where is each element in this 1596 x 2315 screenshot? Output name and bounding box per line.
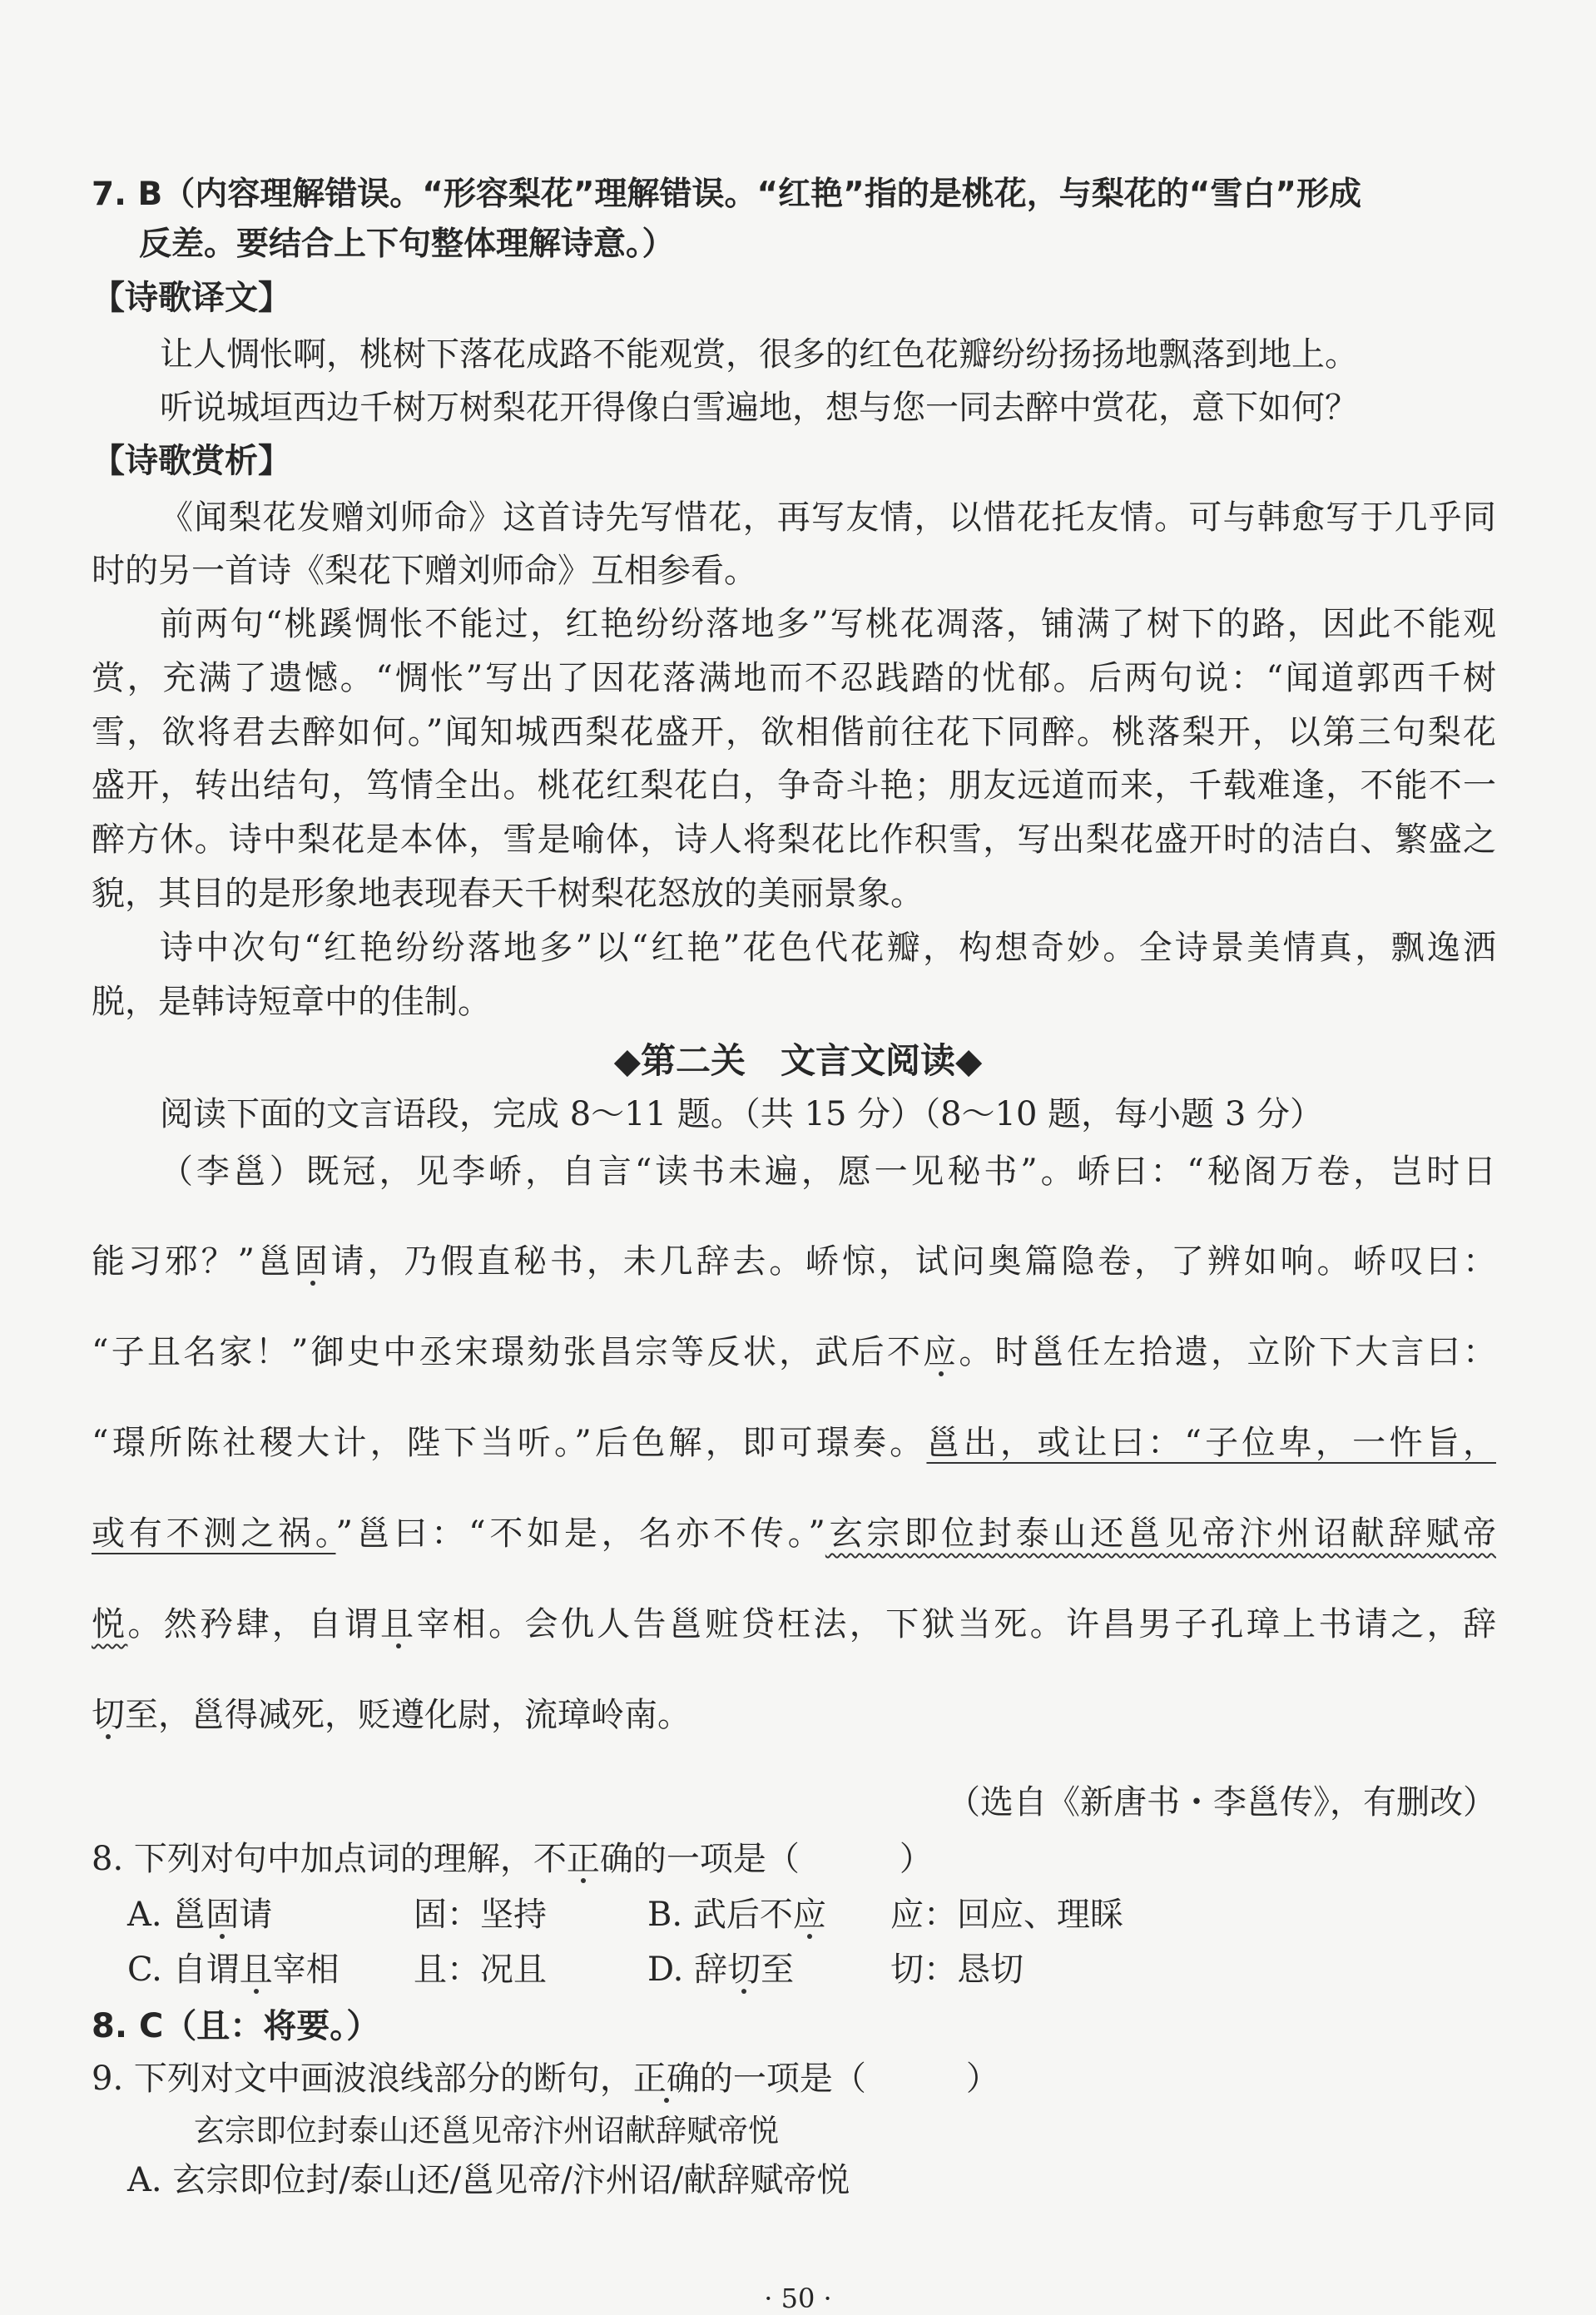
wavy-underlined-text: 悦 xyxy=(92,1605,128,1643)
q8-option-d[interactable] xyxy=(647,1946,794,1993)
translation-line: 听说城垣西边千树万树梨花开得像白雪遍地，想与您一同去醉中赏花，意下如何？ xyxy=(160,389,1358,427)
passage-text: “璟所陈社稷大计，陛下当听。”后色解，即可璟奏。 xyxy=(92,1424,927,1462)
passage-line: （李邕）既冠，见李峤，自言“读书未遍，愿一见秘书”。峤曰：“秘阁万卷，岂时日 xyxy=(160,1153,1496,1191)
appreciation-line: 赏，充满了遗憾。“惆怅”写出了因花落满地而不忍践踏的忧郁。后两句说：“闻道郭西千树 xyxy=(92,659,1496,697)
q8-answer: 8. C（且：将要。） xyxy=(92,2007,380,2045)
translation-heading: 【诗歌译文】 xyxy=(92,279,291,317)
dotted-word: 应 xyxy=(792,1896,826,1934)
q7-answer-line2: 反差。要结合上下句整体理解诗意。） xyxy=(139,226,675,263)
q8-option-c-gloss: 且：况且 xyxy=(414,1951,547,1989)
dotted-word: 切 xyxy=(727,1951,761,1989)
q7-answer-line1: 7. B（内容理解错误。“形容梨花”理解错误。“红艳”指的是桃花，与梨花的“雪白”形成 xyxy=(92,176,1362,213)
q9-sentence: 玄宗即位封泰山还邕见帝汴州诏献辞赋帝悦 xyxy=(194,2113,779,2149)
appreciation-line: 盛开，转出结句，笃情全出。桃花红梨花白，争奇斗艳；朋友远道而来，千载难逢，不能不一 xyxy=(92,766,1496,805)
q8-stem-text: 8. 下列对句中加点词的理解， xyxy=(92,1840,533,1878)
passage-text: “子且名家！”御史中丞宋璟劾张昌宗等反状，武后不 xyxy=(92,1333,924,1371)
q8-stem xyxy=(92,1836,1496,1882)
section-instruction: 阅读下面的文言语段，完成 8～11 题。（共 15 分）（8～10 题，每小题 3 分） xyxy=(160,1095,1324,1133)
appreciation-heading: 【诗歌赏析】 xyxy=(92,442,291,480)
q8-option-a[interactable] xyxy=(127,1891,272,1938)
q9-stem-text: 的一项是（ ） xyxy=(699,2060,999,2098)
page-number: · 50 · xyxy=(764,2283,832,2314)
dotted-word: 且 xyxy=(239,1951,273,1989)
option-text: 宰相 xyxy=(272,1951,340,1989)
dotted-word: 应 xyxy=(923,1333,959,1371)
passage-line xyxy=(92,1510,1496,1557)
dotted-word: 固 xyxy=(206,1896,240,1934)
option-label: A. 邕 xyxy=(127,1896,206,1934)
passage-text: 。然矜肆，自谓 xyxy=(127,1605,380,1643)
option-label: B. 武后不 xyxy=(647,1896,793,1934)
passage-text: 能习邪？”邕 xyxy=(92,1242,295,1281)
dotted-word: 固 xyxy=(294,1242,331,1281)
passage-text: 宰相。会仇人告邕赃贷枉法，下狱当死。许昌男子孔璋上书请之，辞 xyxy=(416,1605,1497,1643)
appreciation-line: 貌，其目的是形象地表现春天千树梨花怒放的美丽景象。 xyxy=(92,875,924,913)
appreciation-line: 时的另一首诗《梨花下赠刘师命》互相参看。 xyxy=(92,552,757,590)
underlined-text: 或有不测之祸。 xyxy=(92,1514,336,1553)
appreciation-line: 前两句“桃蹊惆怅不能过，红艳纷纷落地多”写桃花凋落，铺满了树下的路，因此不能观 xyxy=(160,605,1496,643)
emphasis-word: 正确 xyxy=(632,2060,700,2098)
option-label: C. 自谓 xyxy=(127,1951,240,1989)
passage-text: 请，乃假直秘书，未几辞去。峤惊，试问奥篇隐卷，了辨如响。峤叹曰： xyxy=(330,1242,1497,1281)
section-title: ◆第二关 文言文阅读◆ xyxy=(613,1040,983,1081)
appreciation-line: 诗中次句“红艳纷纷落地多”以“红艳”花色代花瓣，构想奇妙。全诗景美情真，飘逸洒 xyxy=(160,929,1496,967)
passage-text: ”邕曰：“不如是，名亦不传。” xyxy=(335,1514,825,1553)
passage-line xyxy=(92,1329,1496,1376)
appreciation-line: 《闻梨花发赠刘师命》这首诗先写惜花，再写友情，以惜花托友情。可与韩愈写于几乎同 xyxy=(160,498,1496,537)
passage-text: 至，邕得减死，贬遵化尉，流璋岭南。 xyxy=(125,1696,691,1734)
q8-option-b-gloss: 应：回应、理睬 xyxy=(890,1896,1123,1934)
emphasis-word: 不正确 xyxy=(533,1840,633,1878)
wavy-underlined-text: 玄宗即位封泰山还邕见帝汴州诏献辞赋帝 xyxy=(825,1514,1497,1553)
option-text: 请 xyxy=(239,1896,273,1934)
passage-line xyxy=(92,1420,1496,1466)
passage-text: 。时邕任左拾遗，立阶下大言曰： xyxy=(959,1333,1496,1371)
passage-source: （选自《新唐书・李邕传》，有删改） xyxy=(947,1783,1496,1822)
q9-stem-text: 9. 下列对文中画波浪线部分的断句， xyxy=(92,2060,633,2098)
appreciation-line: 脱，是韩诗短章中的佳制。 xyxy=(92,983,491,1021)
q8-option-c[interactable] xyxy=(127,1946,340,1993)
dotted-word: 且 xyxy=(379,1605,417,1643)
q9-stem xyxy=(92,2055,1496,2102)
option-label: D. 辞 xyxy=(647,1951,728,1989)
option-text: 至 xyxy=(761,1951,795,1989)
q8-stem-text: 的一项是（ ） xyxy=(632,1840,933,1878)
translation-line: 让人惆怅啊，桃树下落花成路不能观赏，很多的红色花瓣纷纷扬扬地飘落到地上。 xyxy=(160,335,1358,374)
passage-line xyxy=(92,1238,1496,1285)
passage-line xyxy=(92,1692,1496,1738)
q9-option-a[interactable]: A. 玄宗即位封/泰山还/邕见帝/汴州诏/献辞赋帝悦 xyxy=(127,2161,850,2199)
underlined-text: 邕出，或让曰：“子位卑，一忤旨， xyxy=(926,1424,1496,1462)
appreciation-line: 雪，欲将君去醉如何。”闻知城西梨花盛开，欲相偕前往花下同醉。桃落梨开，以第三句梨花 xyxy=(92,713,1496,751)
q8-option-a-gloss: 固：坚持 xyxy=(414,1896,547,1934)
passage-line xyxy=(92,1601,1496,1648)
q8-option-b[interactable] xyxy=(647,1891,826,1938)
appreciation-line: 醉方休。诗中梨花是本体，雪是喻体，诗人将梨花比作积雪，写出梨花盛开时的洁白、繁盛之 xyxy=(92,820,1496,859)
q8-option-d-gloss: 切：恳切 xyxy=(890,1951,1024,1989)
dotted-word: 切 xyxy=(92,1696,125,1734)
